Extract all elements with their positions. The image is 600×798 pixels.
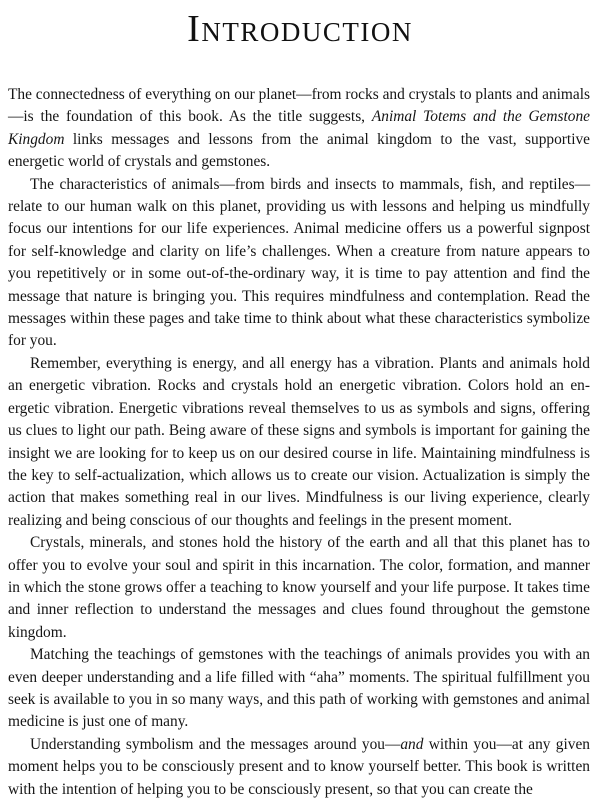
paragraph-1-text-start: The connectedness of everything on our planet—from rocks and crystals to plants and animals—is the foundation of this book. As the title suggests,: [8, 86, 590, 126]
chapter-body: [8, 84, 590, 798]
paragraph-3: [8, 353, 590, 532]
paragraph-4-text: Crystals, minerals, and stones hold the history of the earth and all that this planet has to offer you to evolve your soul and spirit in this incarnation. The color, formation, and manner in which the stone grows offer a teaching to know yourself and your life purpose. It takes time and inner reflection to understand the messages and clues found throughout the gemstone kingdom.: [8, 534, 590, 641]
book-title-emphasis: Animal Totems and the Gemstone Kingdom: [8, 108, 590, 148]
chapter-title: Introduction: [187, 8, 413, 50]
paragraph-3-text: Remember, everything is energy, and all energy has a vibration. Plants and animals hold an energetic vibration. Rocks and crystals hold an energetic vibration. Colors hold an energetic vibration. Energetic vibrations reveal themselves to us as symbols and signs, offering us clues to light our path. Being aware of these signs and symbols is important for gaining the insight we are looking for to keep us on our desired course in life. Maintaining mindfulness is the key to self-actualization, which allows us to create our vision. Actualization is simply the action that makes something real in our lives. Mindfulness is our living experience, clearly realizing and being conscious of our thoughts and feelings in the present moment.: [8, 354, 590, 529]
paragraph-2: [8, 174, 590, 353]
and-emphasis: and: [400, 735, 424, 753]
paragraph-6: [8, 734, 590, 798]
paragraph-6-text-start: Understanding symbolism and the messages around you—: [30, 735, 401, 753]
paragraph-5: [8, 644, 590, 734]
paragraph-2-text: The characteristics of animals—from birds and insects to mammals, fish, and reptiles—relate to our human walk on this planet, providing us with lessons and helping us mindfully focus our intentions for our life experiences. Animal medicine offers us a powerful signpost for self-knowledge and clarity on life’s challenges. When a creature from nature appears to you repetitively or in some out-of-the-ordinary way, it is time to pay attention and find the message that nature is bringing you. This requires mindfulness and contemplation. Read the messages within these pages and take time to think about what these characteristics symbolize for you.: [8, 175, 590, 350]
paragraph-5-text: Matching the teachings of gemstones with the teachings of animals provides you with an even deeper understanding and a life filled with “aha” moments. The spiritual fulfillment you seek is available to you in so many ways, and this path of working with gemstones and animal medicine is just one of many.: [8, 646, 590, 731]
paragraph-4: [8, 532, 590, 644]
paragraph-1-text-end: links messages and lessons from the animal kingdom to the vast, supportive energetic world of crystals and gemstones.: [8, 130, 590, 171]
paragraph-1: [8, 84, 590, 174]
paragraph-6-text-end: within you—at any given moment helps you to be consciously present and to know yourself better. This book is written with the intention of helping you to be consciously present, so that you can create the: [8, 735, 590, 798]
